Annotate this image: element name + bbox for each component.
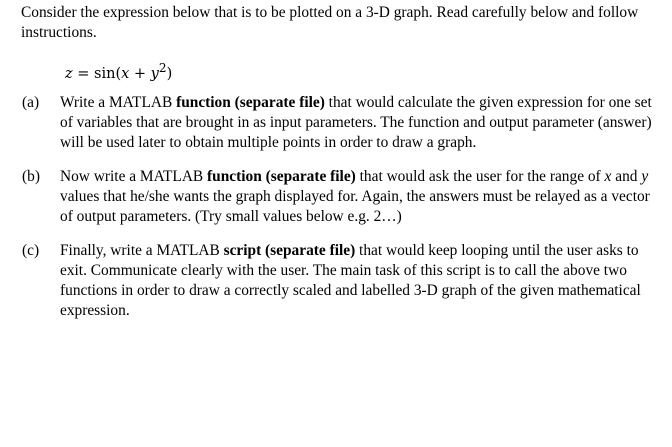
item-text-post: that would calculate the given expression for one set of variables that are brought in as input parameters. The function and output parameter (answer) will be used later to obtain multiple points in order to draw a graph. <box>60 94 652 151</box>
formula-plus: + <box>129 65 151 82</box>
intro-paragraph: Consider the expression below that is to be plotted on a 3-D graph. Read carefully below and follow instructions. <box>21 4 639 41</box>
formula-x: x <box>121 65 130 82</box>
item-text <box>60 167 657 227</box>
formula-close-paren: ) <box>166 65 173 82</box>
formula-func: sin <box>94 65 116 82</box>
item-text-post: that would keep looping until the user asks to exit. Communicate clearly with the user. The main task of this script is to call the above two functions in order to draw a correctly scaled and labelled 3-D graph of the given mathematical expression. <box>60 242 641 319</box>
item-label: (c) <box>22 242 40 259</box>
item-text-bold: function (separate file) <box>207 168 356 185</box>
item-text-pre: Now write a MATLAB <box>60 168 208 185</box>
item-var-y: y <box>641 168 649 185</box>
formula-exponent: 2 <box>158 61 167 75</box>
item-text-mid: that would ask the user for the range of <box>355 168 605 185</box>
formula-open-paren: ( <box>115 65 122 82</box>
item-text <box>60 93 657 153</box>
item-text-bold: script (separate file) <box>223 242 356 259</box>
item-text-pre: Write a MATLAB <box>60 94 177 111</box>
math-formula <box>65 56 657 80</box>
formula-equals: = <box>72 65 95 82</box>
item-label: (a) <box>22 94 40 111</box>
item-text <box>60 241 657 321</box>
item-label: (b) <box>22 168 40 185</box>
instruction-item-a <box>21 93 657 153</box>
formula-y: y <box>150 65 159 82</box>
item-text-bold: function (separate file) <box>176 94 325 111</box>
instruction-item-b <box>21 167 657 227</box>
document-page <box>21 3 657 321</box>
item-text-post: values that he/she wants the graph displayed for. Again, the answers must be relayed as a vector of output parameters. (Try small values below e.g. 2…) <box>60 188 650 225</box>
item-text-mid: and <box>611 168 642 185</box>
formula-lhs: z <box>65 65 73 82</box>
item-text-pre: Finally, write a MATLAB <box>60 242 224 259</box>
instruction-item-c <box>21 241 657 321</box>
item-var-x: x <box>604 168 612 185</box>
